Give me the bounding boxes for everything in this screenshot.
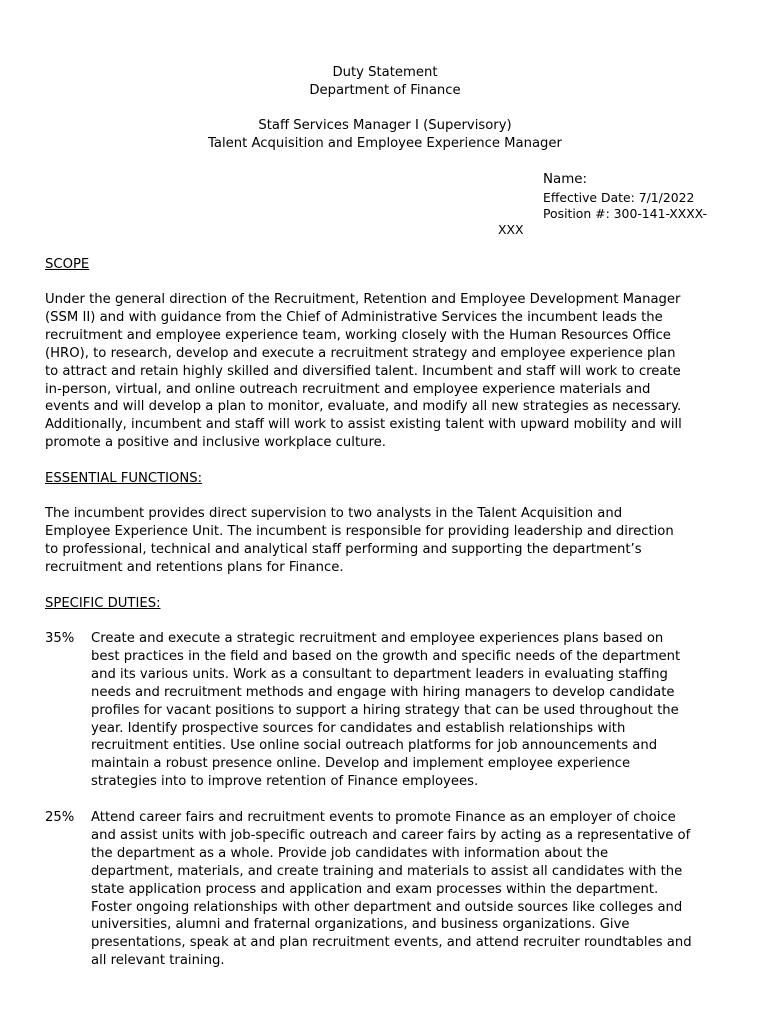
essential-line: to professional, technical and analytical staff performing and supporting the department’s [45, 541, 642, 557]
essential-line: The incumbent provides direct supervision to two analysts in the Talent Acquisition and [45, 506, 623, 521]
duty-line: needs and recruitment methods and engage with hiring managers to develop candidate [91, 684, 675, 700]
classification-title: Staff Services Manager I (Supervisory) [258, 118, 512, 133]
duty-line: strategies into to improve retention of Finance employees. [91, 774, 479, 790]
duty-line: Create and execute a strategic recruitment and employee experiences plans based on [91, 631, 664, 646]
duty-line: all relevant training. [91, 953, 225, 969]
essential-functions-paragraph [45, 505, 735, 577]
essential-functions-heading: ESSENTIAL FUNCTIONS: [45, 471, 203, 486]
document-title: Duty Statement [332, 65, 438, 80]
effective-date: Effective Date: 7/1/2022 [543, 190, 695, 205]
scope-line: promote a positive and inclusive workplace culture. [45, 435, 386, 451]
scope-line: to attract and retain highly skilled and diversified talent. Incumbent and staff will work to create [45, 363, 681, 379]
duty-line: Attend career fairs and recruitment events to promote Finance as an employer of choice [91, 810, 676, 825]
scope-line: recruitment and employee experience team, working closely with the Human Resources Office [45, 327, 671, 343]
scope-line: Under the general direction of the Recruitment, Retention and Employee Development Manager [45, 292, 681, 307]
position-title: Talent Acquisition and Employee Experience Manager [208, 136, 562, 151]
duty-line: the department as a whole. Provide job candidates with information about the [91, 845, 609, 861]
duty-line: presentations, speak at and plan recruitment events, and attend recruiter roundtables and [91, 935, 692, 951]
duty-line: maintain a robust presence online. Develop and implement employee experience [91, 756, 631, 772]
duty-line: and assist units with job-specific outreach and career fairs by acting as a representative of [91, 827, 691, 843]
scope-line: in-person, virtual, and online outreach recruitment and employee experience materials and [45, 381, 651, 397]
scope-line: (SSM II) and with guidance from the Chief of Administrative Services the incumbent leads the [45, 309, 663, 325]
position-number: Position #: 300-141-XXXX- [543, 206, 708, 221]
duty-line: state application process and application and exam processes within the department. [91, 881, 659, 897]
duty-description [91, 630, 680, 791]
duty-line: department, materials, and create training and materials to assist all candidates with the [91, 863, 683, 879]
duty-line: profiles for vacant positions to support a hiring strategy that can be used throughout the [91, 702, 679, 718]
scope-line: events and will develop a plan to monitor, evaluate, and modify all new strategies as necessary. [45, 399, 682, 415]
essential-line: recruitment and retentions plans for Finance. [45, 559, 344, 575]
specific-duties-heading: SPECIFIC DUTIES: [45, 596, 161, 611]
duty-line: universities, alumni and fraternal organizations, and business organizations. Give [91, 917, 630, 933]
scope-line: Additionally, incumbent and staff will work to assist existing talent with upward mobility and will [45, 417, 682, 433]
duty-percent: 25% [45, 810, 75, 825]
department-name: Department of Finance [309, 83, 461, 98]
duty-line: and its various units. Work as a consultant to department leaders in evaluating staffing [91, 666, 668, 682]
duty-percent: 35% [45, 631, 75, 646]
scope-line: (HRO), to research, develop and execute a recruitment strategy and employee experience plan [45, 345, 676, 361]
duty-line: Foster ongoing relationships with other department and outside sources like colleges and [91, 899, 683, 915]
scope-heading: SCOPE [45, 257, 90, 272]
duty-line: best practices in the field and based on the growth and specific needs of the department [91, 648, 681, 664]
duty-line: year. Identify prospective sources for candidates and establish relationships with [91, 720, 626, 736]
scope-paragraph [45, 291, 735, 452]
duty-line: recruitment entities. Use online social outreach platforms for job announcements and [91, 738, 658, 754]
duty-description [91, 809, 692, 970]
essential-line: Employee Experience Unit. The incumbent is responsible for providing leadership and direction [45, 523, 674, 539]
position-number-continued: XXX [498, 222, 524, 237]
name-label: Name: [543, 172, 588, 187]
